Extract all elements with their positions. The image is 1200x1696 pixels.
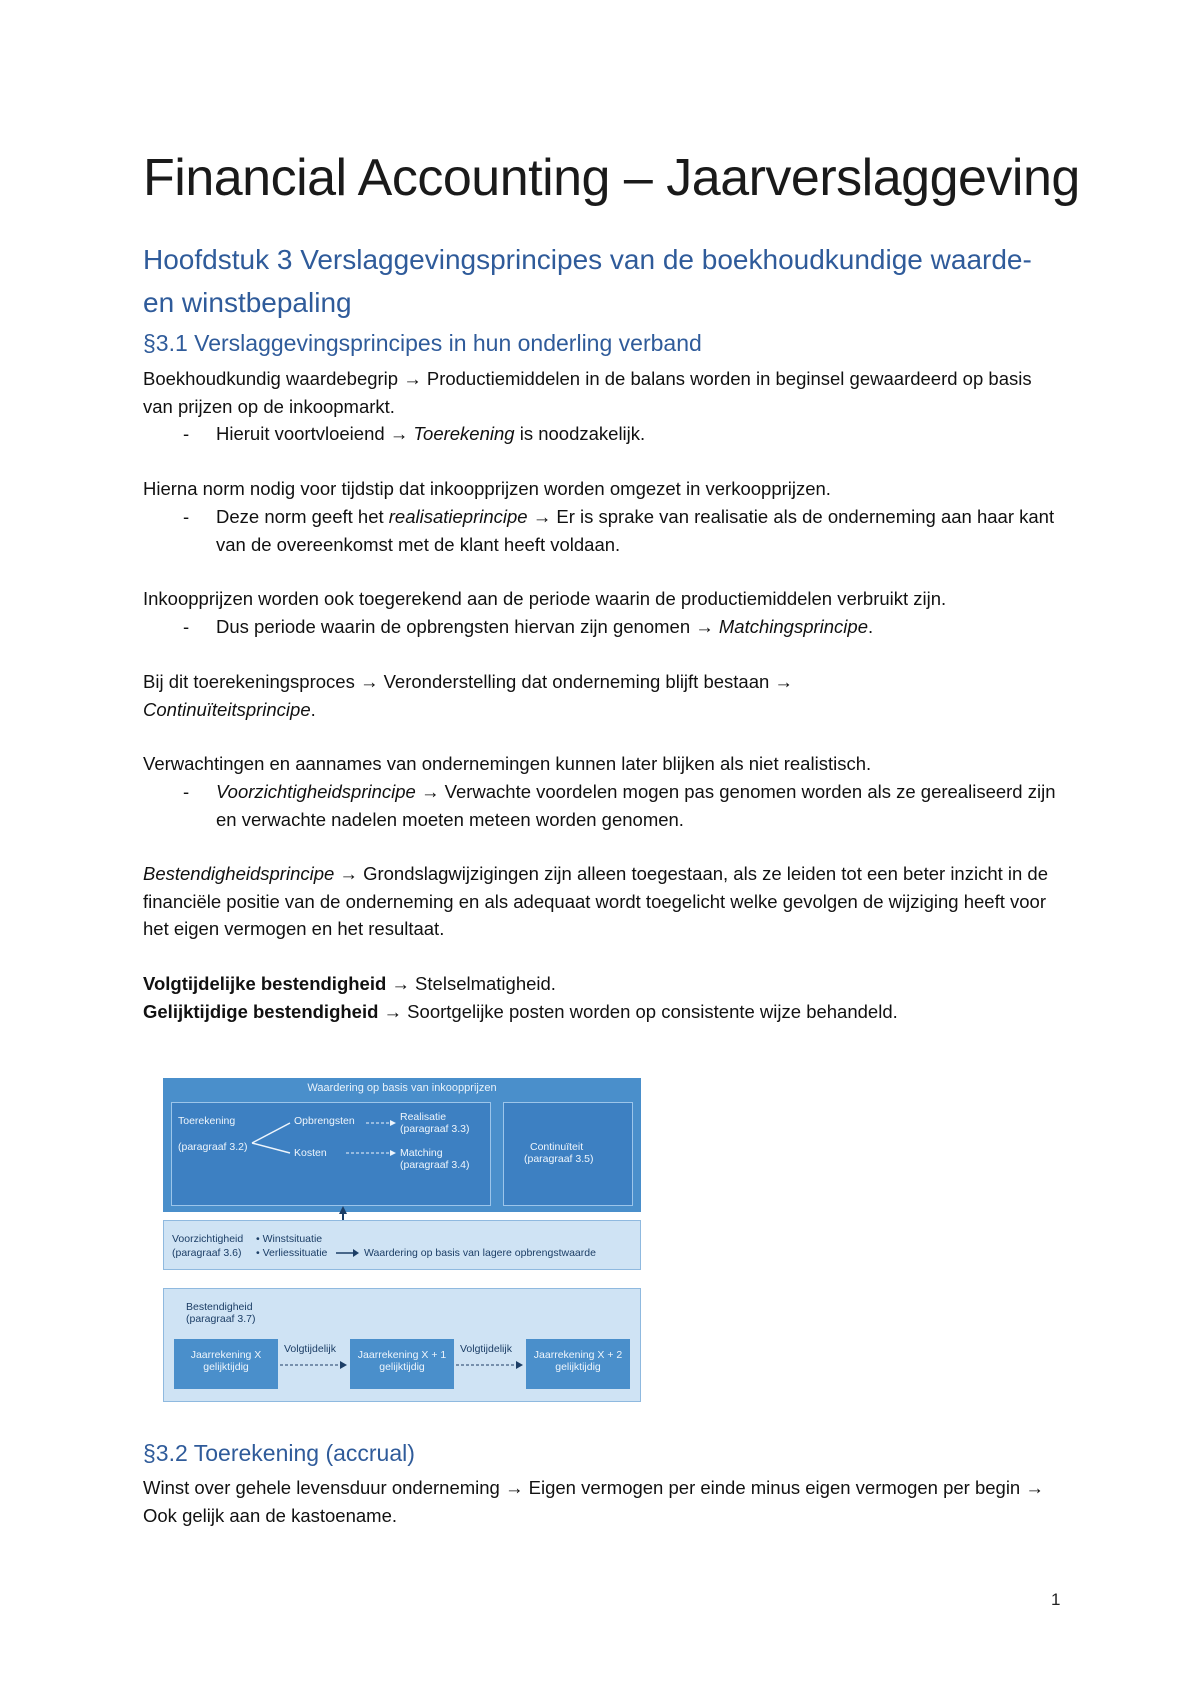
diagram-opbrengsten: Opbrengsten — [294, 1115, 355, 1127]
diagram-verliessituatie: • Verliessituatie — [256, 1247, 328, 1259]
diagram-block-bestendigheid — [163, 1288, 641, 1402]
diagram-bestendigheid: Bestendigheid — [186, 1301, 253, 1313]
paragraph-norm: Hierna norm nodig voor tijdstip dat inkoopprijzen worden omgezet in verkoopprijzen. — [143, 478, 831, 499]
diagram-continuiteit-ref: (paragraaf 3.5) — [524, 1153, 594, 1165]
paragraph-waardebegrip: Boekhoudkundig waardebegrip → Productiemiddelen in de balans worden in beginsel gewaardeerd op basis van prijzen op de inkoopmarkt. — [143, 368, 1032, 417]
section-heading-3-1: §3.1 Verslaggevingsprincipes in hun onderling verband — [143, 330, 702, 356]
paragraph-volgtijdelijk: Volgtijdelijke bestendigheid → Stelselmatigheid. — [143, 973, 556, 994]
diagram-dashed-arrow-2 — [456, 1359, 524, 1371]
paragraph-verwachtingen: Verwachtingen en aannames van ondernemingen kunnen later blijken als niet realistisch. — [143, 753, 872, 774]
paragraph-inkoopprijzen: Inkoopprijzen worden ook toegerekend aan de periode waarin de productiemiddelen verbruikt zijn. — [143, 588, 947, 609]
diagram-matching: Matching — [400, 1147, 443, 1159]
diagram-continuiteit: Continuïteit — [530, 1141, 584, 1153]
diagram-kosten: Kosten — [294, 1147, 327, 1159]
section-heading-3-2: §3.2 Toerekening (accrual) — [143, 1440, 415, 1466]
diagram-bestendigheid-ref: (paragraaf 3.7) — [186, 1313, 256, 1325]
diagram-toerekening-box — [171, 1102, 491, 1206]
paragraph-gelijktijdig: Gelijktijdige bestendigheid → Soortgelijke posten worden op consistente wijze behandeld. — [143, 1001, 898, 1022]
diagram-right-arrow — [336, 1247, 360, 1259]
diagram-block-voorzichtigheid — [163, 1220, 641, 1270]
diagram-jaarrekening-x2: Jaarrekening X + 2 gelijktijdig — [526, 1339, 630, 1389]
diagram-volgtijdelijk-1: Volgtijdelijk — [284, 1343, 336, 1355]
diagram-realisatie-ref: (paragraaf 3.3) — [400, 1123, 470, 1135]
document-title: Financial Accounting – Jaarverslaggeving — [143, 149, 1080, 207]
diagram-voorzichtigheid-ref: (paragraaf 3.6) — [172, 1247, 242, 1259]
chapter-heading: Hoofdstuk 3 Verslaggevingsprincipes van de boekhoudkundige waarde- en winstbepaling — [143, 244, 1032, 318]
diagram-voorzichtigheid: Voorzichtigheid — [172, 1233, 244, 1245]
diagram-winstsituatie: • Winstsituatie — [256, 1233, 323, 1245]
paragraph-winst: Winst over gehele levensduur onderneming → Eigen vermogen per einde minus eigen vermogen per begin → Ook gelijk aan de kastoename. — [143, 1477, 1044, 1526]
diagram-jaarrekening-x1: Jaarrekening X + 1 gelijktijdig — [350, 1339, 454, 1389]
diagram-toerekening-ref: (paragraaf 3.2) — [178, 1141, 248, 1153]
diagram-lagere-opbrengstwaarde: Waardering op basis van lagere opbrengstwaarde — [364, 1247, 596, 1259]
diagram-jaarrekening-x: Jaarrekening X gelijktijdig — [174, 1339, 278, 1389]
diagram-volgtijdelijk-2: Volgtijdelijk — [460, 1343, 512, 1355]
principles-diagram — [163, 1078, 641, 1402]
diagram-continuiteit-box — [503, 1102, 633, 1206]
paragraph-bestendigheid: Bestendigheidsprincipe → Grondslagwijzigingen zijn alleen toegestaan, als ze leiden tot een beter inzicht in de financiële positie van de onderneming en als adequaat wordt toegelicht welke gevolgen de wijziging heeft voor het eigen vermogen en het resultaat. — [143, 863, 1049, 939]
diagram-realisatie: Realisatie — [400, 1111, 447, 1123]
diagram-matching-ref: (paragraaf 3.4) — [400, 1159, 470, 1171]
page-number: 1 — [1051, 1590, 1061, 1609]
diagram-block-waardering — [163, 1078, 641, 1212]
paragraph-continuiteit: Bij dit toerekeningsproces → Veronderstelling dat onderneming blijft bestaan → Continuïteitsprincipe. — [143, 671, 793, 720]
diagram-title: Waardering op basis van inkoopprijzen — [307, 1082, 497, 1094]
diagram-dashed-arrow-1 — [280, 1359, 348, 1371]
diagram-toerekening: Toerekening — [178, 1115, 236, 1127]
